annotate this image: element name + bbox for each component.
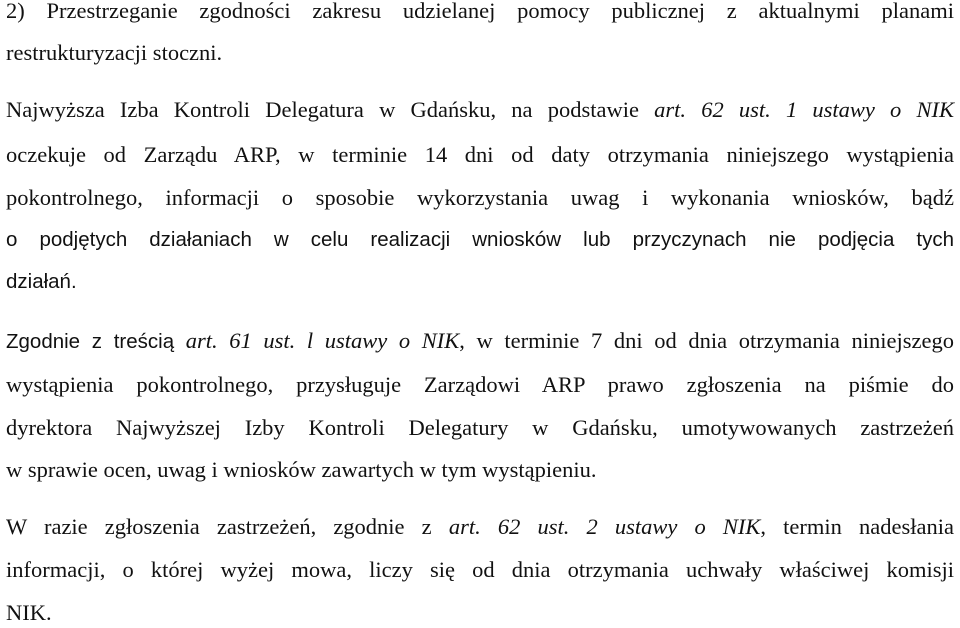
para1-line3: pokontrolnego, informacji o sposobie wykorzystania uwag i wykonania wniosków, bądź xyxy=(6,185,954,210)
para2-citation: art. 61 ust. l ustawy o NIK xyxy=(185,328,460,353)
para1-citation: art. 62 ust. 1 ustawy o NIK xyxy=(654,97,954,122)
para1-line1-text: Najwyższa Izba Kontroli Delegatura w Gdańsku, na podstawie xyxy=(6,97,655,122)
para2-line1 xyxy=(6,326,954,357)
para1-line5: działań. xyxy=(6,270,77,293)
para2-line2: wystąpienia pokontrolnego, przysługuje Zarządowi ARP prawo zgłoszenia na piśmie do xyxy=(6,372,954,397)
para3-line1-rest: , termin nadesłania xyxy=(760,514,954,539)
para3-line3: NIK. xyxy=(6,600,52,625)
para2-line1-rest: , w terminie 7 dni od dnia otrzymania niniejszego xyxy=(459,328,954,353)
item2-line1: 2) Przestrzeganie zgodności zakresu udzielanej pomocy publicznej z aktualnymi planami xyxy=(6,0,954,23)
para1-line1 xyxy=(6,95,954,125)
para3-line2: informacji, o której wyżej mowa, liczy się od dnia otrzymania uchwały właściwej komisji xyxy=(6,557,954,582)
para3-line1-text: W razie zgłoszenia zastrzeżeń, zgodnie z xyxy=(6,514,449,539)
para2-line4: w sprawie ocen, uwag i wniosków zawartych w tym wystąpieniu. xyxy=(6,457,597,482)
para2-line3: dyrektora Najwyższej Izby Kontroli Delegatury w Gdańsku, umotywowanych zastrzeżeń xyxy=(6,415,954,440)
para3-line1 xyxy=(6,512,954,542)
para1-line2: oczekuje od Zarządu ARP, w terminie 14 dni od daty otrzymania niniejszego wystąpienia xyxy=(6,142,954,167)
para2-line1-text: Zgodnie z treścią xyxy=(6,330,186,353)
para1-line4: o podjętych działaniach w celu realizacji wniosków lub przyczynach nie podjęcia tych xyxy=(6,228,954,251)
item2-line2: restrukturyzacji stoczni. xyxy=(6,40,223,65)
para3-citation: art. 62 ust. 2 ustawy o NIK xyxy=(448,514,761,539)
